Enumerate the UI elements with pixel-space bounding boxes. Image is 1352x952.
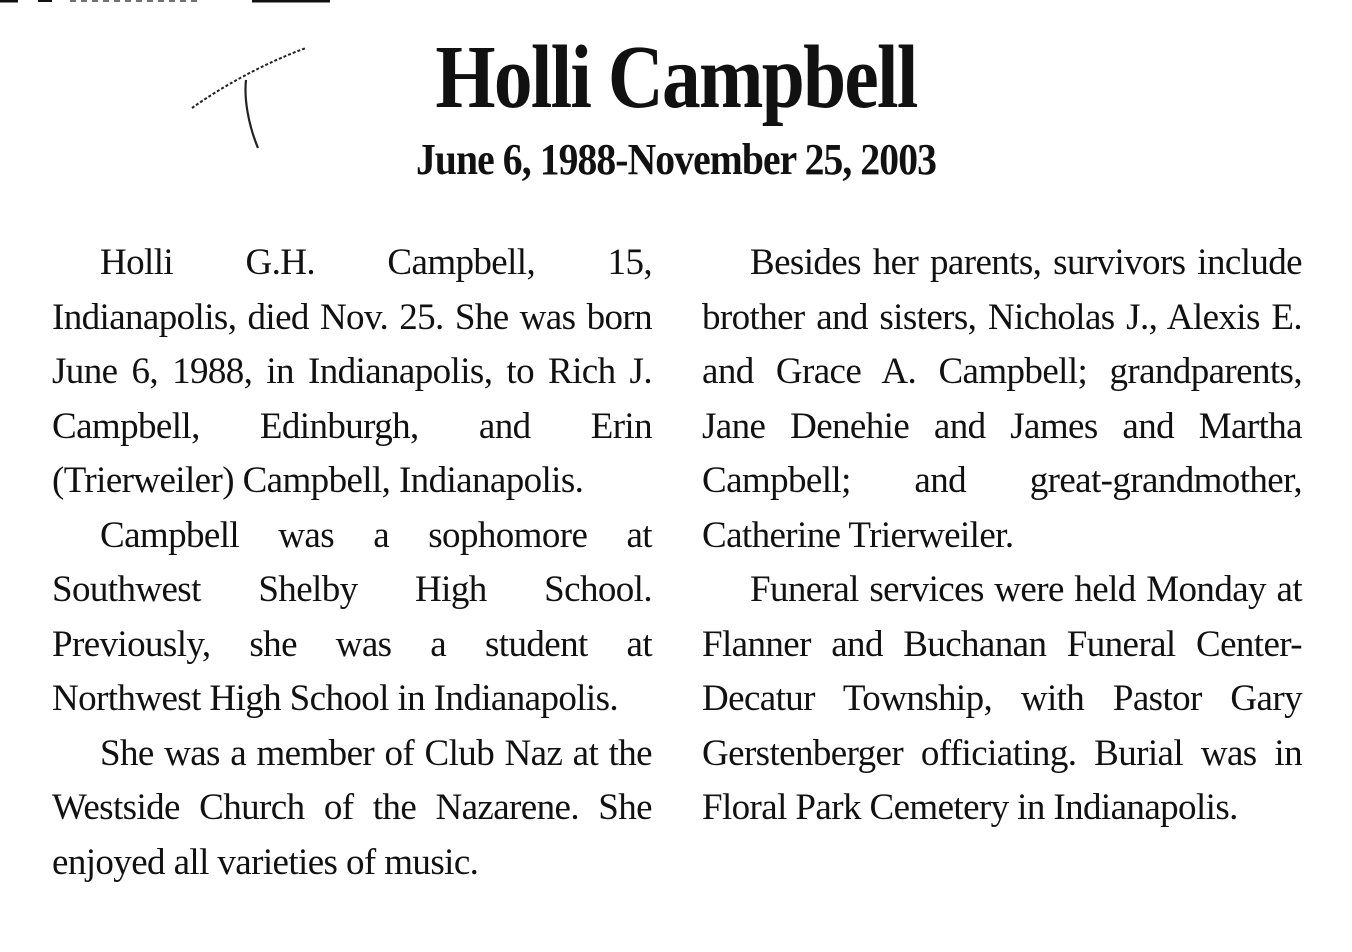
paragraph-death-notice: Holli G.H. Campbell, 15, Indianapolis, died Nov. 25. She was born June 6, 1988, in Indianapolis, to Rich J. Campbell, Edinburgh, and Erin (Trierweiler) Campbell, Indianapolis. — [52, 242, 652, 501]
left-column — [52, 236, 652, 890]
paragraph-funeral: Funeral services were held Monday at Flanner and Buchanan Funeral Center-Decatur Township, with Pastor Gary Gerstenberger officiating. Burial was in Floral Park Cemetery in Indianapolis. — [702, 569, 1302, 828]
paragraph-survivors: Besides her parents, survivors include brother and sisters, Nicholas J., Alexis E. and Grace A. Campbell; grandparents, Jane Denehie and James and Martha Campbell; and great-grandmother, Catherine Trierweiler. — [702, 242, 1302, 556]
life-dates: June 6, 1988-November 25, 2003 — [415, 135, 937, 184]
right-column — [702, 236, 1302, 836]
paragraph-school: Campbell was a sophomore at Southwest Shelby High School. Previously, she was a student at Northwest High School in Indianapolis. — [52, 514, 652, 719]
paragraph-interests: She was a member of Club Naz at the Westside Church of the Nazarene. She enjoyed all varieties of music. — [52, 732, 652, 883]
obituary-name: Holli Campbell — [435, 28, 917, 127]
